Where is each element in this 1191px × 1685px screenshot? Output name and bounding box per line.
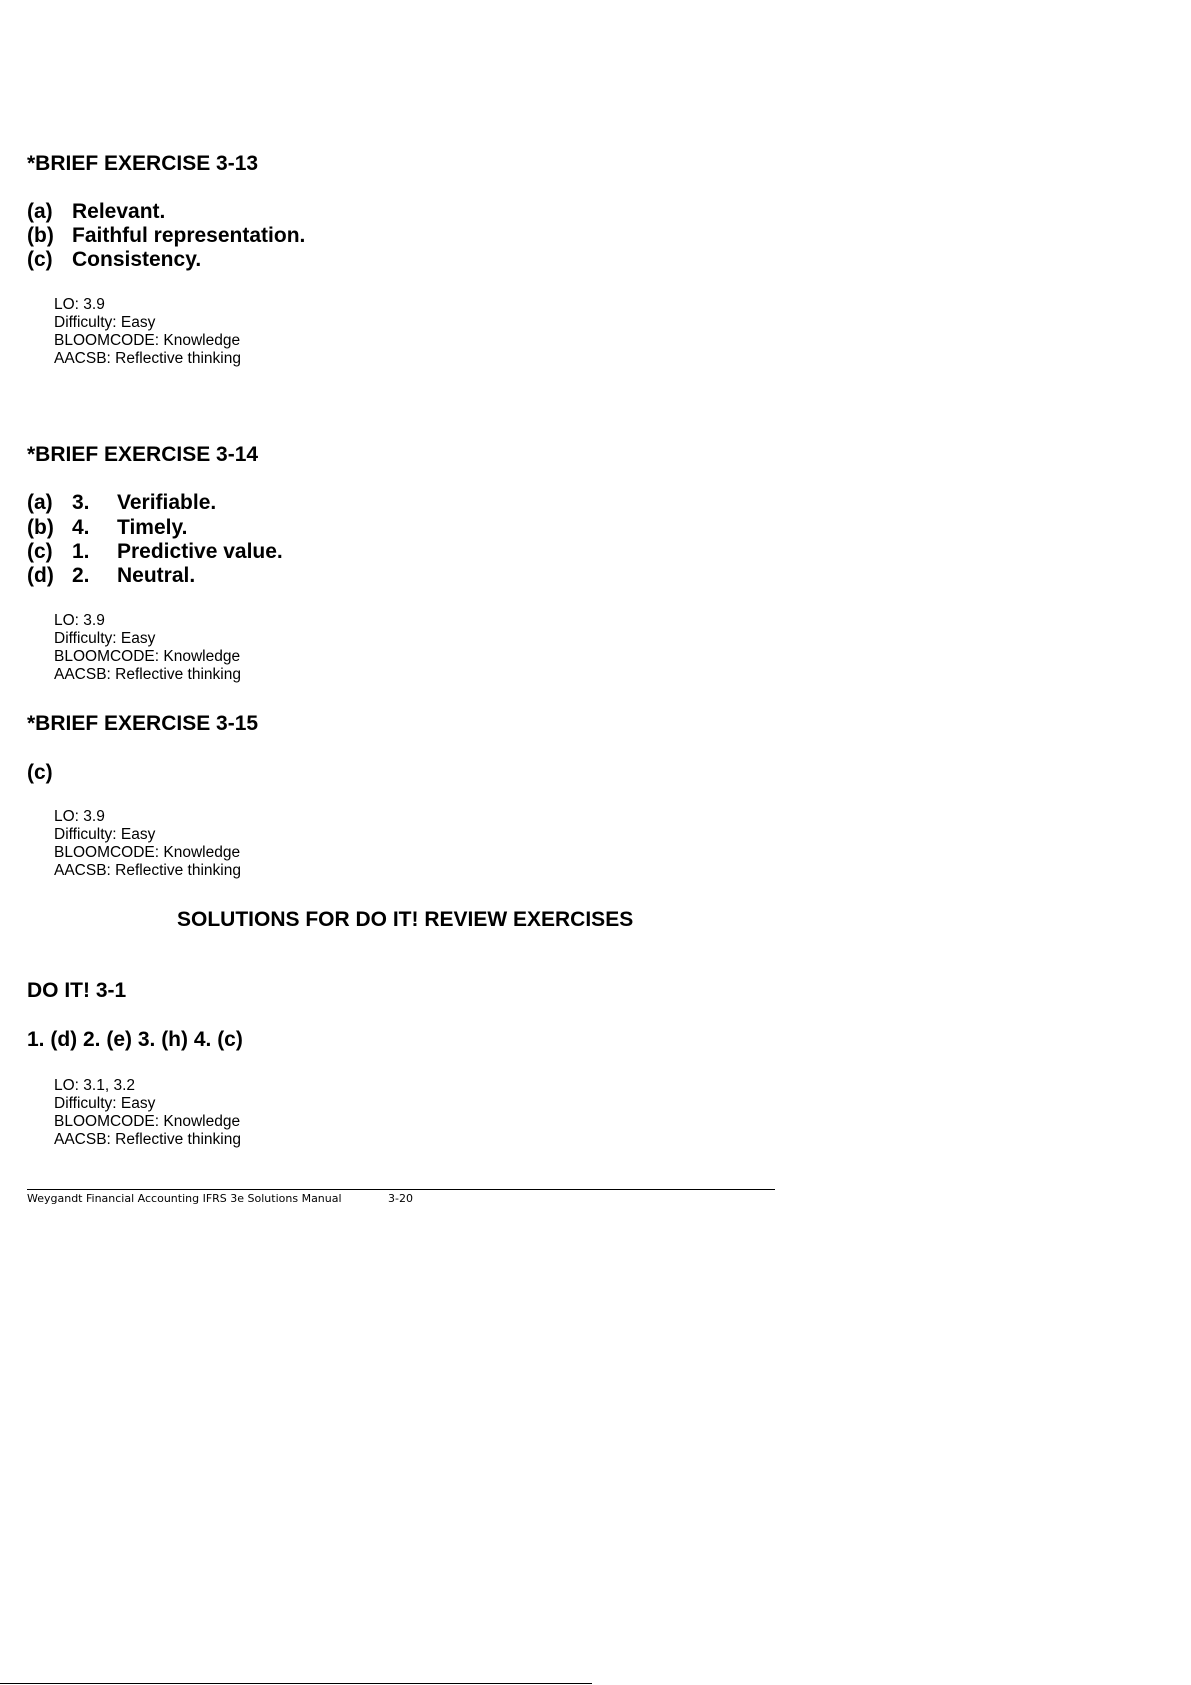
- meta-lo: LO: 3.9: [54, 296, 105, 313]
- meta-difficulty: Difficulty: Easy: [54, 1095, 156, 1112]
- section-title-be-3-14: *BRIEF EXERCISE 3-14: [27, 443, 259, 466]
- page-bottom-divider: [0, 1683, 592, 1684]
- section-title-be-3-13: *BRIEF EXERCISE 3-13: [27, 152, 259, 175]
- metadata-block: [54, 612, 241, 684]
- answer-item: (a) Relevant.: [27, 200, 166, 223]
- meta-lo: LO: 3.9: [54, 612, 105, 629]
- meta-bloomcode: BLOOMCODE: Knowledge: [54, 648, 241, 665]
- meta-aacsb: AACSB: Reflective thinking: [54, 666, 241, 683]
- meta-lo: LO: 3.1, 3.2: [54, 1077, 135, 1094]
- section-title-be-3-15: *BRIEF EXERCISE 3-15: [27, 712, 259, 735]
- solutions-heading: SOLUTIONS FOR DO IT! REVIEW EXERCISES: [177, 908, 634, 931]
- answer-item: (a) 3. Verifiable.: [27, 491, 217, 514]
- metadata-block: [54, 296, 241, 368]
- meta-lo: LO: 3.9: [54, 808, 105, 825]
- meta-aacsb: AACSB: Reflective thinking: [54, 862, 241, 879]
- meta-aacsb: AACSB: Reflective thinking: [54, 1131, 241, 1148]
- metadata-block: [54, 808, 241, 880]
- section-title-do-it-3-1: DO IT! 3-1: [27, 979, 127, 1002]
- answer-item: (c): [27, 761, 53, 784]
- answer-item: (d) 2. Neutral.: [27, 564, 196, 587]
- answer-item: (b) Faithful representation.: [27, 224, 306, 247]
- meta-difficulty: Difficulty: Easy: [54, 314, 156, 331]
- footer-book-title: Weygandt Financial Accounting IFRS 3e Solutions Manual: [27, 1192, 342, 1205]
- meta-difficulty: Difficulty: Easy: [54, 630, 156, 647]
- answer-item: (c) Consistency.: [27, 248, 202, 271]
- answer-item: (b) 4. Timely.: [27, 516, 188, 539]
- answer-item: (c) 1. Predictive value.: [27, 540, 283, 563]
- meta-aacsb: AACSB: Reflective thinking: [54, 350, 241, 367]
- meta-difficulty: Difficulty: Easy: [54, 826, 156, 843]
- meta-bloomcode: BLOOMCODE: Knowledge: [54, 1113, 241, 1130]
- metadata-block: [54, 1077, 241, 1149]
- footer-divider: [27, 1189, 775, 1190]
- footer-page-number: 3-20: [388, 1192, 413, 1205]
- answer-line: 1. (d) 2. (e) 3. (h) 4. (c): [27, 1028, 243, 1051]
- meta-bloomcode: BLOOMCODE: Knowledge: [54, 844, 241, 861]
- meta-bloomcode: BLOOMCODE: Knowledge: [54, 332, 241, 349]
